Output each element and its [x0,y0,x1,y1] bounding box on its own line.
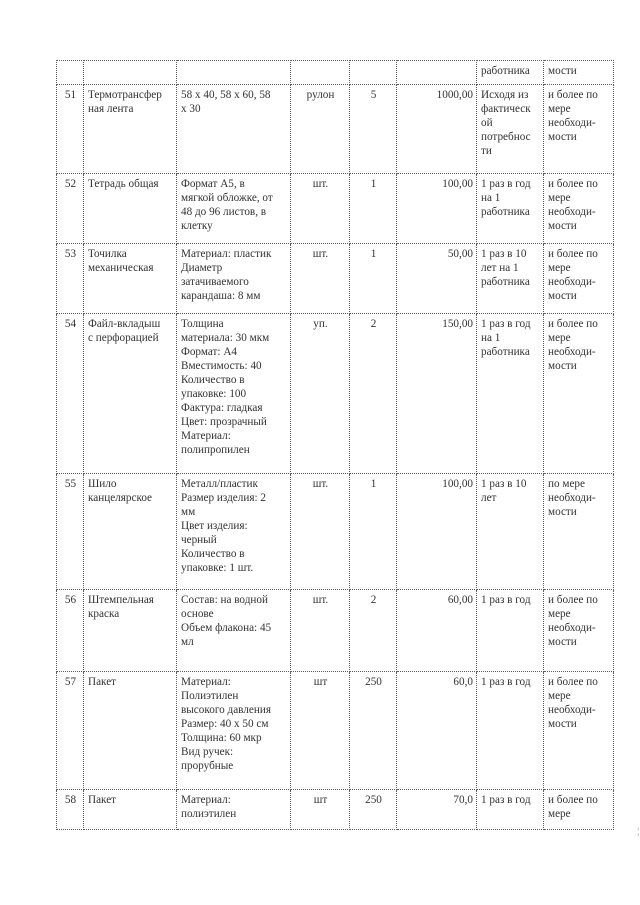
items-table [56,60,614,830]
cell-unit: уп. [291,314,350,474]
cell-unit: рулон [291,85,350,174]
cell-freq: 1 раз в год [477,672,544,790]
cell-unit: шт. [291,244,350,314]
cell-empty [397,61,477,85]
cell-name: Тетрадь общая [84,174,177,244]
cell-qty: 2 [350,314,397,474]
cell-num: 55 [57,474,84,590]
cell-note-header-tail: мости [544,61,614,85]
cell-num: 58 [57,790,84,830]
table-row [57,85,614,174]
table-row [57,174,614,244]
cell-num: 51 [57,85,84,174]
cell-price: 1000,00 [397,85,477,174]
cell-spec: Состав: на водной основе Объем флакона: 45 мл [177,590,291,672]
cell-empty [291,61,350,85]
cell-qty: 250 [350,790,397,830]
cell-price: 60,00 [397,590,477,672]
scan-edge-mark: ¦ [637,826,639,836]
cell-spec: Материал: Полиэтилен высокого давления Размер: 40 х 50 см Толщина: 60 мкр Вид ручек: прорубные [177,672,291,790]
cell-empty [57,61,84,85]
cell-name: Термотрансфер ная лента [84,85,177,174]
cell-num: 53 [57,244,84,314]
cell-spec: Формат А5, в мягкой обложке, от 48 до 96 листов, в клетку [177,174,291,244]
cell-unit: шт [291,672,350,790]
cell-note: и более по мере необходи- мости [544,85,614,174]
cell-name: Шило канцелярское [84,474,177,590]
cell-unit: шт. [291,474,350,590]
cell-unit: шт. [291,590,350,672]
table-row [57,590,614,672]
cell-empty [177,61,291,85]
cell-qty: 250 [350,672,397,790]
cell-num: 52 [57,174,84,244]
table-body [57,61,614,830]
cell-price: 50,00 [397,244,477,314]
table-row [57,474,614,590]
cell-spec: 58 х 40, 58 х 60, 58 х 30 [177,85,291,174]
cell-qty: 2 [350,590,397,672]
cell-price: 150,00 [397,314,477,474]
cell-freq: 1 раз в год на 1 работника [477,314,544,474]
cell-num: 56 [57,590,84,672]
cell-qty: 1 [350,244,397,314]
cell-freq: Исходя из фактическ ой потребнос ти [477,85,544,174]
cell-note: и более по мере необходи- мости [544,314,614,474]
cell-num: 57 [57,672,84,790]
cell-num: 54 [57,314,84,474]
cell-empty [84,61,177,85]
cell-freq-header-tail: работника [477,61,544,85]
table-row [57,672,614,790]
cell-unit: шт [291,790,350,830]
cell-note: и более по мере необходи- мости [544,672,614,790]
table-row [57,314,614,474]
cell-price: 100,00 [397,474,477,590]
cell-spec: Материал: полиэтилен [177,790,291,830]
cell-price: 100,00 [397,174,477,244]
cell-note: и более по мере [544,790,614,830]
cell-freq: 1 раз в год на 1 работника [477,174,544,244]
cell-freq: 1 раз в 10 лет [477,474,544,590]
cell-name: Пакет [84,672,177,790]
cell-price: 70,0 [397,790,477,830]
cell-qty: 1 [350,174,397,244]
cell-note: по мере необходи- мости [544,474,614,590]
cell-spec: Толщина материала: 30 мкм Формат: А4 Вместимость: 40 Количество в упаковке: 100 Фактура: гладкая Цвет: прозрачный Материал: полипропилен [177,314,291,474]
cell-note: и более по мере необходи- мости [544,174,614,244]
cell-name: Точилка механическая [84,244,177,314]
table-row [57,244,614,314]
cell-freq: 1 раз в год [477,590,544,672]
cell-name: Пакет [84,790,177,830]
cell-freq: 1 раз в 10 лет на 1 работника [477,244,544,314]
cell-price: 60,0 [397,672,477,790]
cell-spec: Металл/пластик Размер изделия: 2 мм Цвет изделия: черный Количество в упаковке: 1 шт. [177,474,291,590]
cell-name: Файл-вкладыш с перфорацией [84,314,177,474]
cell-empty [350,61,397,85]
cell-freq: 1 раз в год [477,790,544,830]
cell-note: и более по мере необходи- мости [544,244,614,314]
table-row [57,790,614,830]
cell-qty: 5 [350,85,397,174]
cell-qty: 1 [350,474,397,590]
table-row-header-continuation [57,61,614,85]
cell-unit: шт. [291,174,350,244]
cell-note: и более по мере необходи- мости [544,590,614,672]
cell-spec: Материал: пластик Диаметр затачиваемого карандаша: 8 мм [177,244,291,314]
cell-name: Штемпельная краска [84,590,177,672]
